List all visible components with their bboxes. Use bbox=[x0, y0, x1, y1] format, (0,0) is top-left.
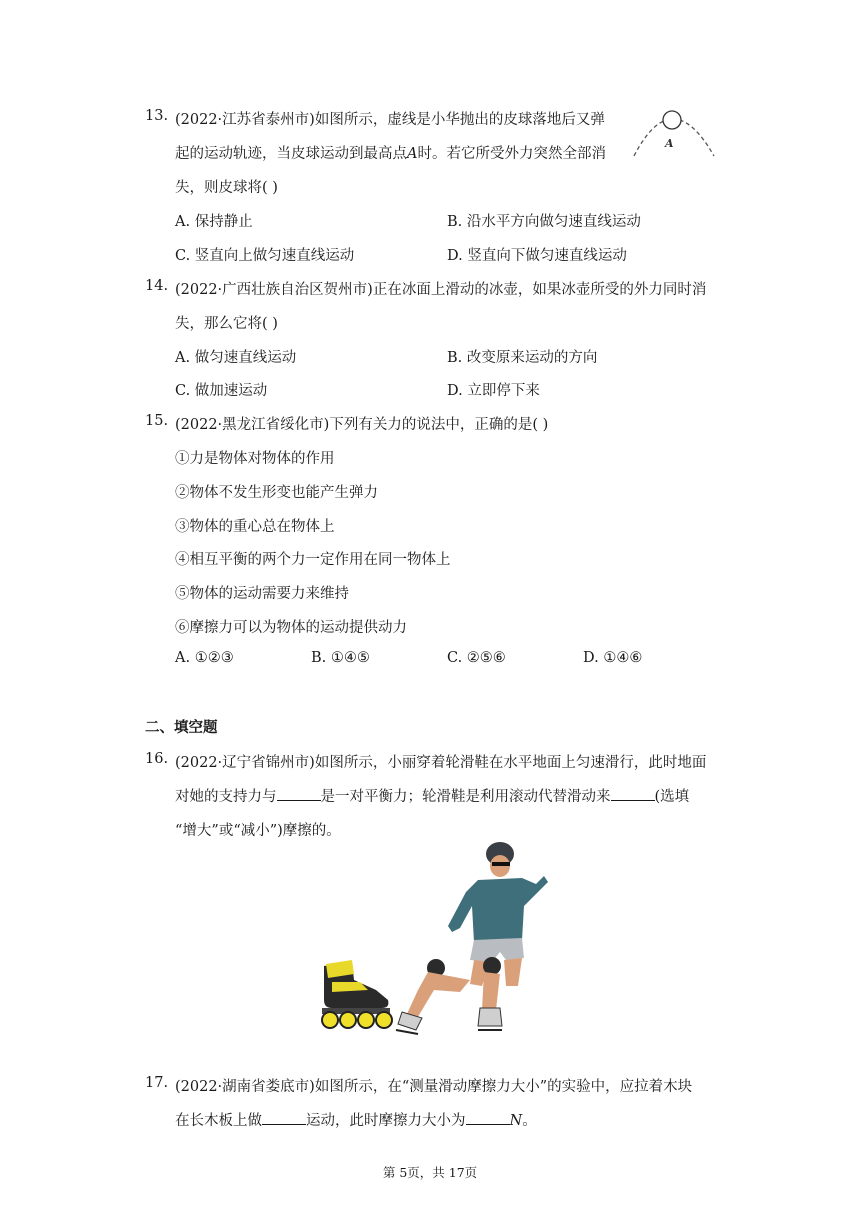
q15-statement-1: ①力是物体对物体的作用 bbox=[175, 451, 335, 467]
q17-stem-line2 bbox=[175, 1109, 537, 1130]
q17-stem-line1: (2022·湖南省娄底市)如图所示，在“测量滑动摩擦力大小”的实验中，应拉着木块 bbox=[175, 1079, 693, 1095]
q14-stem-line1: (2022·广西壮族自治区贺州市)正在冰面上滑动的冰壶，如果冰壶所受的外力同时消 bbox=[175, 282, 707, 298]
q15-option-c: C. ②⑤⑥ bbox=[447, 650, 506, 666]
q13-option-b: B. 沿水平方向做匀速直线运动 bbox=[447, 214, 641, 230]
q15-number: 15. bbox=[145, 413, 169, 429]
q16-stem-line2-a: 对她的支持力与 bbox=[175, 789, 277, 805]
q13-stem-line3: 失，则皮球将( ) bbox=[175, 180, 278, 196]
q14-option-a: A. 做匀速直线运动 bbox=[175, 350, 297, 366]
q13-figure-label: A bbox=[665, 137, 674, 150]
footer-text-a: 第 bbox=[382, 1165, 400, 1180]
q17-unit: N bbox=[509, 1113, 523, 1129]
q15-statement-4: ④相互平衡的两个力一定作用在同一物体上 bbox=[175, 552, 451, 568]
q13-point-a: A bbox=[407, 146, 418, 162]
q13-ball-trajectory-figure bbox=[628, 100, 720, 162]
q15-statement-3: ③物体的重心总在物体上 bbox=[175, 519, 335, 535]
q16-stem-line2-c: (选填 bbox=[654, 789, 690, 805]
q14-option-c: C. 做加速运动 bbox=[175, 383, 268, 399]
q15-statement-5: ⑤物体的运动需要力来维持 bbox=[175, 586, 349, 602]
q16-stem-line1: (2022·辽宁省锦州市)如图所示，小丽穿着轮滑鞋在水平地面上匀速滑行，此时地面 bbox=[175, 755, 707, 771]
q13-stem-line2 bbox=[175, 142, 606, 163]
q17-stem-line2-b: 运动，此时摩擦力大小为 bbox=[306, 1113, 466, 1129]
footer-text-b: 页，共 bbox=[407, 1165, 449, 1180]
q15-statement-2: ②物体不发生形变也能产生弹力 bbox=[175, 485, 378, 501]
q13-stem-line1: (2022·江苏省泰州市)如图所示，虚线是小华抛出的皮球落地后又弹 bbox=[175, 112, 605, 128]
q16-blank-1 bbox=[277, 788, 321, 801]
footer-page-number: 5 bbox=[399, 1165, 408, 1180]
q16-blank-2 bbox=[611, 788, 655, 801]
q13-stem-line2-b: 时。若它所受外力突然全部消 bbox=[417, 146, 606, 162]
q14-number: 14. bbox=[145, 278, 169, 294]
q15-statement-6: ⑥摩擦力可以为物体的运动提供动力 bbox=[175, 620, 407, 636]
q16-stem-line3: “增大”或“减小”)摩擦的。 bbox=[175, 823, 341, 839]
q16-stem-line2-b: 是一对平衡力；轮滑鞋是利用滚动代替滑动来 bbox=[320, 789, 611, 805]
q15-option-a: A. ①②③ bbox=[175, 650, 234, 666]
q13-option-c: C. 竖直向上做匀速直线运动 bbox=[175, 248, 355, 264]
q15-option-d: D. ①④⑥ bbox=[583, 650, 643, 666]
q16-number: 16. bbox=[145, 751, 169, 767]
q14-stem-line2: 失，那么它将( ) bbox=[175, 316, 278, 332]
q17-blank-1 bbox=[262, 1112, 306, 1125]
q16-stem-line2 bbox=[175, 785, 689, 806]
section-title-fill-blank: 二、填空题 bbox=[145, 720, 218, 736]
q13-stem-line2-a: 起的运动轨迹，当皮球运动到最高点 bbox=[175, 146, 407, 162]
q13-option-d: D. 竖直向下做匀速直线运动 bbox=[447, 248, 627, 264]
q15-stem-line1: (2022·黑龙江省绥化市)下列有关力的说法中，正确的是( ) bbox=[175, 417, 549, 433]
footer-text-c: 页 bbox=[464, 1165, 478, 1180]
roller-skate-illustration bbox=[322, 960, 392, 1028]
q17-number: 17. bbox=[145, 1075, 169, 1091]
q17-stem-line2-a: 在长木板上做 bbox=[175, 1113, 262, 1129]
q17-blank-2 bbox=[466, 1112, 510, 1125]
q13-option-a: A. 保持静止 bbox=[175, 214, 253, 230]
q16-roller-skating-figure bbox=[310, 840, 560, 1036]
page-footer bbox=[0, 1163, 860, 1181]
skater-illustration bbox=[396, 842, 548, 1034]
q13-number: 13. bbox=[145, 108, 169, 124]
q15-option-b: B. ①④⑤ bbox=[311, 650, 370, 666]
footer-total-pages: 17 bbox=[448, 1165, 465, 1180]
q17-stem-line2-end: 。 bbox=[522, 1113, 537, 1129]
q14-option-d: D. 立即停下来 bbox=[447, 383, 540, 399]
q14-option-b: B. 改变原来运动的方向 bbox=[447, 350, 598, 366]
q13-ball bbox=[663, 111, 681, 129]
